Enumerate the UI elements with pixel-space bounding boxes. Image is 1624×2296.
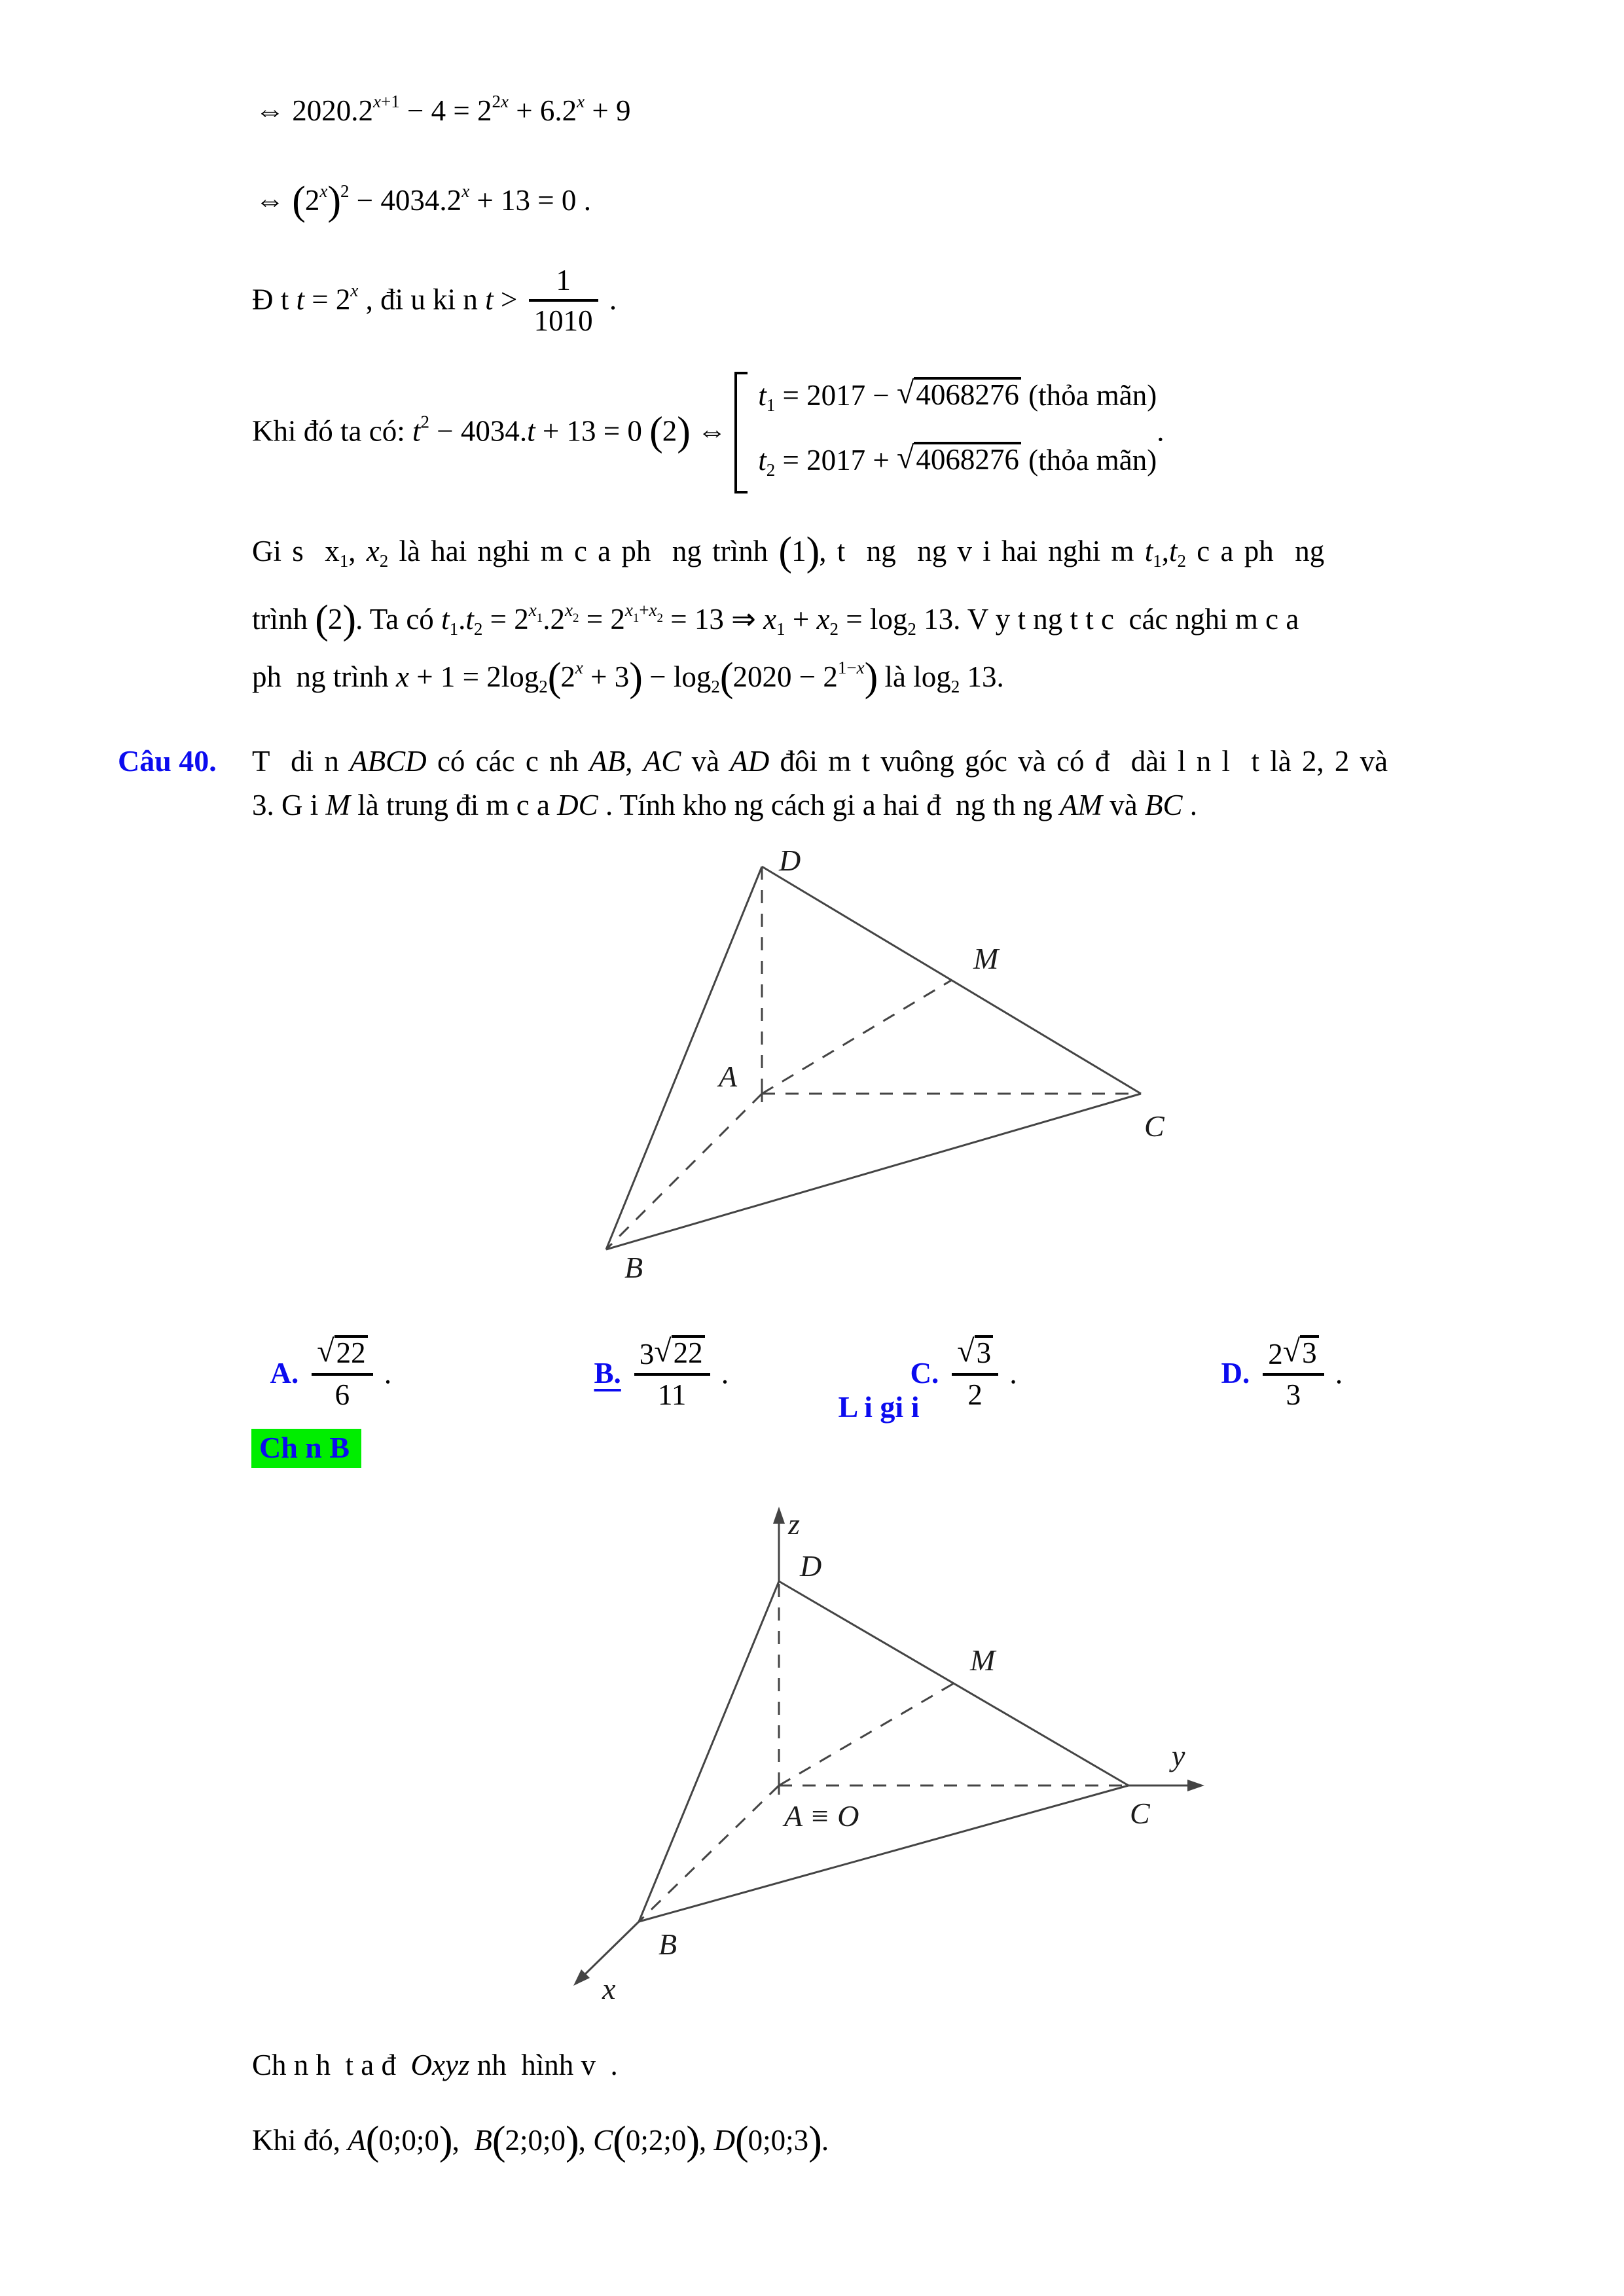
math-seg: 1: [766, 395, 776, 415]
math-seg: 2: [560, 660, 575, 693]
math-seg: (thỏa mãn): [1020, 444, 1157, 476]
math-seg: [758, 442, 1157, 488]
math-seg: [914, 377, 1021, 410]
math-seg: (: [547, 655, 561, 700]
math-seg: 3. G i: [252, 789, 326, 821]
math-seg: √: [654, 1334, 672, 1369]
math-seg: x: [325, 535, 340, 567]
quadratic-cases-line: [252, 373, 1164, 495]
math-seg: t: [296, 283, 305, 316]
math-seg: , t ng ng v i hai nghi m: [819, 535, 1145, 567]
math-seg: x: [575, 658, 583, 677]
math-seg: ,: [1161, 535, 1169, 567]
option-B-period: .: [713, 1357, 729, 1390]
math-seg: , đi u ki n: [358, 283, 486, 316]
vertex-label-M: M: [973, 942, 999, 975]
math-seg: √: [957, 1334, 975, 1369]
math-seg: + 9: [585, 94, 631, 127]
math-seg: t: [758, 444, 767, 476]
math-seg: [734, 372, 1157, 493]
math-seg: +1: [380, 92, 400, 111]
math-seg: x: [624, 600, 633, 620]
math-seg: 3: [1302, 1336, 1317, 1369]
math-seg: 2: [340, 181, 350, 201]
math-seg: ABCD: [350, 745, 427, 778]
math-seg: x: [564, 600, 573, 620]
math-seg: [914, 442, 1021, 475]
origin-label-AO: A ≡ O: [784, 1799, 859, 1833]
edge-BC: [606, 1094, 1141, 1249]
vertex-label-D: D: [800, 1549, 822, 1583]
math-seg: 2: [829, 619, 839, 639]
math-seg: − 4034.2: [349, 184, 462, 217]
option-C-letter: C.: [910, 1357, 939, 1390]
math-seg: ): [439, 2119, 452, 2163]
equation-line-2: [255, 171, 591, 223]
math-seg: 3: [976, 1336, 992, 1369]
math-seg: .: [1157, 414, 1164, 448]
math-seg: BC: [1144, 789, 1183, 821]
math-seg: 13. V y t ng t t c các nghi m c a: [916, 603, 1299, 636]
math-seg: t: [441, 603, 450, 636]
math-seg: DC: [557, 789, 598, 821]
math-seg: [317, 1335, 367, 1373]
chosen-answer-badge: Ch n B: [251, 1429, 361, 1468]
math-seg: . Ta có: [355, 603, 442, 636]
vertex-label-A: A: [719, 1060, 738, 1093]
math-seg: M: [325, 789, 350, 821]
edge-BC: [639, 1785, 1128, 1922]
math-seg: ): [808, 2119, 821, 2163]
math-seg: T di n: [252, 745, 350, 778]
math-seg: 2;0;0: [505, 2124, 566, 2157]
math-seg: (: [365, 2119, 379, 2163]
math-seg: x: [856, 658, 865, 677]
math-seg: 3: [1286, 1378, 1301, 1411]
math-seg: 0;0;3: [748, 2124, 809, 2157]
math-seg: 1010: [533, 304, 593, 337]
math-seg: 1: [536, 611, 543, 625]
math-seg: (: [719, 655, 733, 700]
math-seg: >: [493, 283, 525, 316]
math-seg: có các c nh: [426, 745, 590, 778]
solution-heading: L i gi i: [838, 1390, 920, 1424]
figure-tetrahedron: [563, 838, 1191, 1283]
math-seg: [758, 372, 1157, 493]
math-seg: [1283, 1335, 1319, 1373]
math-seg: x: [319, 181, 328, 201]
math-seg: .: [576, 184, 591, 217]
vertex-label-M: M: [970, 1643, 996, 1677]
math-seg: = 13 ⇒: [663, 603, 764, 636]
math-seg: x: [649, 600, 657, 620]
math-seg: D: [713, 2124, 735, 2157]
math-seg: 2: [967, 1378, 983, 1411]
math-seg: 2: [1177, 551, 1186, 571]
option-A-period: .: [376, 1357, 392, 1390]
math-seg: 4068276: [916, 443, 1019, 476]
math-seg: (: [778, 529, 792, 574]
math-seg: nh hình v .: [469, 2049, 618, 2081]
substitution-line: [252, 263, 617, 342]
math-seg: 2020 − 2: [732, 660, 838, 693]
option-C-value: [948, 1334, 1002, 1411]
math-seg: 22: [673, 1336, 703, 1369]
math-seg: AD: [730, 745, 770, 778]
axis-label-x: x: [602, 1972, 616, 2005]
math-seg: = 2: [482, 603, 529, 636]
math-seg: (thỏa mãn): [1020, 379, 1157, 412]
math-seg: √: [317, 1334, 334, 1369]
math-seg: x: [528, 600, 537, 620]
option-D-letter: D.: [1221, 1357, 1250, 1390]
math-seg: t: [412, 414, 421, 448]
math-seg: ): [677, 409, 690, 454]
math-seg: là hai nghi m c a ph ng trình: [388, 535, 779, 567]
math-seg: [634, 1335, 710, 1376]
hidden-edges: [606, 867, 1141, 1249]
option-B-value: [630, 1334, 714, 1411]
math-seg: ⇔ 2020.2: [255, 94, 373, 127]
math-seg: .: [1182, 789, 1197, 821]
math-seg: ): [686, 2119, 699, 2163]
paragraph-line-2: [252, 590, 1299, 649]
math-seg: [952, 1335, 998, 1376]
math-seg: .2: [543, 603, 565, 636]
math-seg: 2: [907, 619, 916, 639]
math-seg: [529, 302, 598, 340]
math-seg: t: [1144, 535, 1153, 567]
math-seg: − 4 = 2: [399, 94, 492, 127]
math-seg: (: [649, 409, 662, 454]
math-seg: 2: [473, 619, 483, 639]
math-seg: 2: [492, 92, 501, 111]
z-arrowhead: [773, 1507, 785, 1524]
math-seg: t: [1168, 535, 1178, 567]
math-seg: C: [593, 2124, 613, 2157]
math-seg: 2: [420, 412, 429, 432]
math-seg: [334, 1335, 368, 1369]
math-seg: x: [350, 280, 359, 300]
tetrahedron-edges: [606, 867, 1141, 1249]
math-seg: AC: [643, 745, 681, 778]
math-seg: x: [461, 181, 470, 201]
math-seg: − 4034.: [429, 414, 528, 448]
option-C-period: .: [1002, 1357, 1017, 1390]
math-seg: Đ t: [252, 283, 297, 316]
math-seg: ,: [578, 2124, 594, 2157]
figure-tetrahedron-axes: [550, 1499, 1224, 2009]
math-seg: [758, 377, 1157, 423]
math-seg: Khi đó ta có:: [252, 414, 412, 448]
math-seg: [734, 372, 748, 493]
math-seg: √: [1282, 1334, 1301, 1369]
question40-line-1: [252, 742, 1388, 781]
math-seg: ,: [348, 535, 367, 567]
math-seg: (: [492, 2119, 505, 2163]
math-seg: là trung đi m c a: [350, 789, 558, 821]
coordinates-line: [252, 2119, 829, 2163]
math-seg: 3: [639, 1338, 655, 1371]
math-seg: trình: [252, 603, 316, 636]
math-seg: [529, 261, 598, 340]
x-axis: [581, 1922, 639, 1978]
question40-line-2: [252, 785, 1197, 825]
math-seg: ): [864, 655, 878, 700]
math-seg: = 2017 −: [775, 379, 897, 412]
math-seg: 2: [766, 460, 776, 480]
math-seg: x: [763, 603, 777, 636]
paragraph-line-1: [252, 531, 1324, 581]
option-D-value: [1259, 1334, 1327, 1411]
math-seg: . Tính kho ng cách gi a hai đ ng th ng: [598, 789, 1060, 821]
math-seg: A: [348, 2124, 366, 2157]
math-seg: x: [500, 92, 509, 111]
math-seg: AB: [589, 745, 626, 778]
math-seg: [529, 261, 598, 302]
math-seg: 11: [658, 1378, 687, 1411]
paragraph-line-3: [252, 648, 1004, 706]
edge-DC: [762, 867, 1141, 1094]
math-seg: 1: [791, 535, 806, 567]
math-seg: 2: [662, 414, 677, 448]
math-seg: [975, 1335, 994, 1369]
math-seg: t: [758, 379, 767, 412]
math-seg: B: [474, 2124, 492, 2157]
math-seg: .: [602, 283, 617, 316]
math-seg: 13.: [960, 660, 1004, 693]
math-seg: = 2017 +: [775, 444, 897, 476]
equation-line-1: [255, 82, 630, 130]
edge-DC: [779, 1581, 1128, 1785]
math-seg: AM: [1060, 789, 1102, 821]
option-B-letter: B.: [594, 1357, 621, 1390]
math-seg: 1: [1153, 551, 1162, 571]
math-seg: 1: [632, 611, 640, 625]
math-seg: (: [315, 598, 328, 642]
math-seg: Ch n h t a đ: [252, 2049, 411, 2081]
math-seg: c a ph ng: [1186, 535, 1325, 567]
math-seg: ,: [452, 2124, 475, 2157]
math-seg: 0;2;0: [625, 2124, 687, 2157]
coordinate-choice-line: [252, 2045, 618, 2085]
math-seg: ): [629, 655, 642, 700]
math-seg: (: [292, 179, 305, 223]
math-seg: là log: [877, 660, 951, 693]
math-seg: + 13 = 0: [469, 184, 577, 217]
math-seg: x: [396, 660, 409, 693]
math-seg: = 2: [304, 283, 351, 316]
math-seg: [897, 377, 1021, 414]
math-seg: 0;0;0: [378, 2124, 439, 2157]
hidden-edges: [639, 1581, 1128, 1922]
math-seg: t: [527, 414, 535, 448]
math-seg: x: [366, 535, 380, 567]
math-seg: [1300, 1335, 1319, 1369]
math-seg: 2: [711, 677, 720, 696]
math-seg: 1−: [837, 658, 857, 677]
math-seg: [957, 1335, 993, 1373]
segment-AM-dashed: [779, 1683, 954, 1785]
math-seg: 2: [539, 677, 548, 696]
vertex-label-C: C: [1144, 1109, 1164, 1143]
vertex-label-B: B: [624, 1251, 643, 1283]
math-seg: 2: [572, 611, 579, 625]
segment-AM-dashed: [762, 980, 951, 1094]
math-seg: √: [896, 440, 914, 475]
math-seg: [897, 442, 1021, 478]
math-seg: √: [896, 376, 914, 410]
math-seg: Khi đó,: [252, 2124, 348, 2157]
axes-and-edges: [581, 1518, 1195, 1978]
math-seg: +: [785, 603, 817, 636]
option-A-value: [308, 1334, 376, 1411]
math-seg: ): [327, 179, 341, 223]
math-seg: [1263, 1335, 1324, 1376]
axis-label-z: z: [788, 1507, 800, 1541]
math-seg: [654, 1335, 704, 1373]
math-seg: + 3: [583, 660, 630, 693]
math-seg: x: [816, 603, 830, 636]
math-seg: x: [577, 92, 585, 111]
math-seg: 2: [327, 603, 343, 636]
vertex-label-D: D: [779, 844, 801, 877]
math-seg: đôi m t vuông góc và có đ dài l n l t là 2, 2 và: [769, 745, 1388, 778]
math-seg: 2: [950, 677, 960, 696]
math-seg: [672, 1335, 705, 1369]
option-D-period: .: [1327, 1357, 1343, 1390]
option-A-letter: A.: [270, 1357, 299, 1390]
vertex-label-B: B: [659, 1928, 677, 1961]
math-seg: x: [373, 92, 381, 111]
math-seg: + 1 = 2log: [408, 660, 539, 693]
math-seg: [312, 1335, 372, 1376]
math-seg: ): [566, 2119, 579, 2163]
math-seg: (: [735, 2119, 748, 2163]
edge-DB: [606, 867, 762, 1249]
math-seg: ): [342, 598, 356, 642]
math-seg: +: [639, 600, 649, 620]
math-seg: = 2: [579, 603, 625, 636]
math-seg: t: [465, 603, 474, 636]
math-seg: và: [1102, 789, 1145, 821]
math-seg: 6: [334, 1378, 350, 1411]
math-seg: ,: [699, 2124, 714, 2157]
math-seg: Oxyz: [410, 2049, 470, 2081]
math-seg: t: [485, 283, 494, 316]
math-seg: + 6.2: [508, 94, 577, 127]
question-number-label: Câu 40.: [118, 744, 217, 778]
math-seg: ,: [625, 745, 643, 778]
axis-label-y: y: [1172, 1739, 1185, 1772]
math-seg: .: [821, 2124, 829, 2157]
math-seg: 1: [339, 551, 349, 571]
math-seg: 1: [556, 264, 571, 296]
math-seg: 2: [1268, 1338, 1283, 1371]
math-seg: 2: [657, 611, 664, 625]
math-seg: 2: [379, 551, 389, 571]
math-seg: ⇔: [689, 414, 727, 448]
math-seg: Gi s: [252, 535, 325, 567]
math-seg: .: [458, 603, 466, 636]
math-seg: (: [613, 2119, 626, 2163]
math-seg: 1: [776, 619, 785, 639]
math-seg: ⇔: [255, 184, 293, 217]
math-seg: 1: [449, 619, 459, 639]
math-seg: ph ng trình: [252, 660, 396, 693]
math-seg: và: [681, 745, 731, 778]
math-seg: 4068276: [916, 378, 1019, 411]
math-seg: = log: [838, 603, 908, 636]
math-seg: 22: [336, 1336, 366, 1369]
vertex-label-C: C: [1130, 1797, 1150, 1830]
y-arrowhead: [1187, 1780, 1204, 1791]
math-seg: − log: [641, 660, 712, 693]
math-seg: ): [806, 529, 820, 574]
math-seg: 2: [304, 184, 320, 217]
math-seg: + 13 = 0: [535, 414, 650, 448]
edge-DB: [639, 1581, 779, 1922]
